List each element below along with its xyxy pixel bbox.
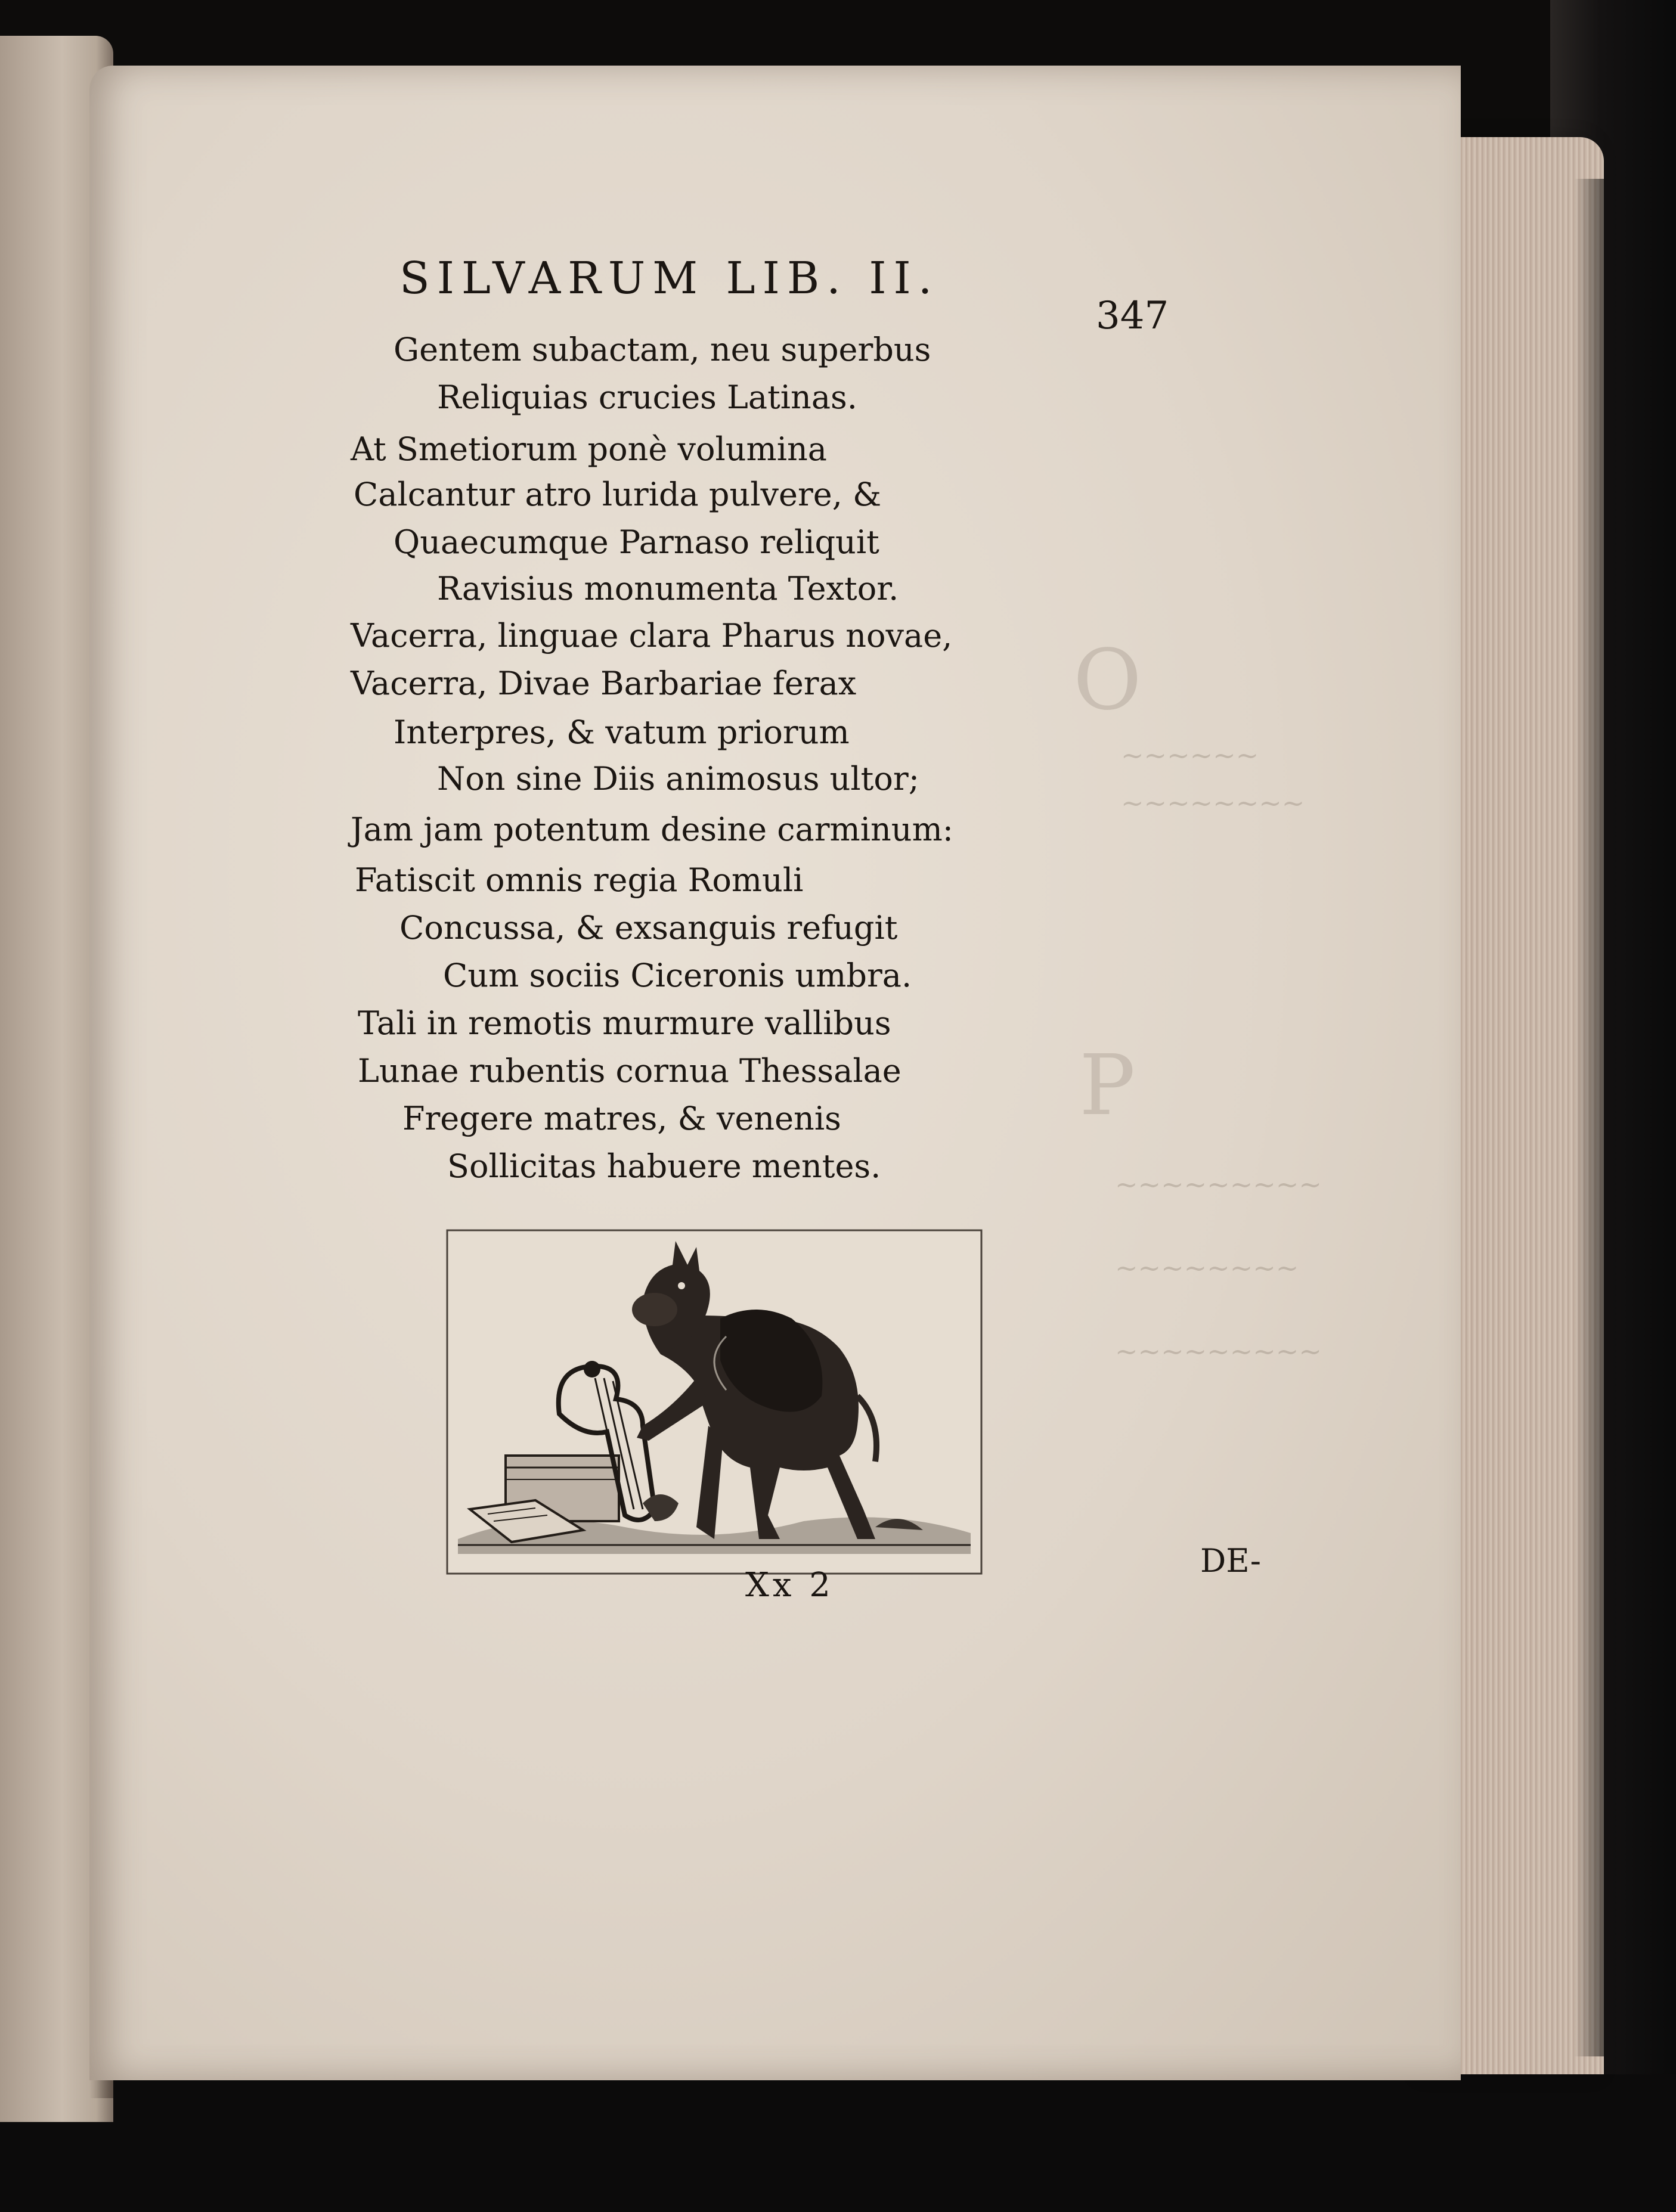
- verse-line: Cum sociis Ciceronis umbra.: [443, 957, 912, 994]
- dark-background-bottom: [0, 2074, 1676, 2212]
- verse-line: Jam jam potentum desine carminum:: [351, 811, 953, 848]
- running-head-title: SILVARUM LIB. II.: [399, 253, 940, 304]
- show-through-line: ~~~~~~~~~: [1115, 1335, 1322, 1367]
- page-block-shadow: [1574, 179, 1604, 2056]
- verse-line: Fregere matres, & venenis: [402, 1100, 841, 1137]
- catchword: DE-: [1200, 1542, 1261, 1580]
- verse-line: Interpres, & vatum priorum: [394, 713, 850, 751]
- verse-line: Tali in remotis murmure vallibus: [358, 1004, 891, 1042]
- verse-line: Vacerra, linguae clara Pharus novae,: [351, 617, 953, 654]
- show-through-line: ~~~~~~: [1121, 739, 1259, 771]
- verse-line: Quaecumque Parnaso reliquit: [394, 523, 879, 561]
- verse-line: At Smetiorum ponè volumina: [351, 430, 828, 468]
- show-through-line: ~~~~~~~~: [1115, 1252, 1299, 1284]
- verse-line: Lunae rubentis cornua Thessalae: [358, 1052, 901, 1090]
- verse-line: Vacerra, Divae Barbariae ferax: [351, 665, 857, 702]
- verse-line: Calcantur atro lurida pulvere, &: [354, 476, 882, 513]
- verse-line: Sollicitas habuere mentes.: [447, 1147, 881, 1185]
- verse-line: Reliquias crucies Latinas.: [437, 379, 857, 416]
- show-through-line: ~~~~~~~~: [1121, 787, 1305, 819]
- show-through-initial-q: O: [1073, 632, 1142, 729]
- signature-mark: Xx 2: [745, 1566, 834, 1605]
- donkey-trampling-lyre-engraving-icon: [446, 1229, 983, 1575]
- verse-line: Non sine Diis animosus ultor;: [437, 760, 919, 798]
- show-through-line: ~~~~~~~~~: [1115, 1168, 1322, 1200]
- verse-line: Gentem subactam, neu superbus: [394, 331, 931, 368]
- show-through-initial-p: P: [1079, 1037, 1136, 1134]
- verse-line: Concussa, & exsanguis refugit: [399, 909, 898, 947]
- verse-line: Ravisius monumenta Textor.: [437, 570, 899, 607]
- verse-line: Fatiscit omnis regia Romuli: [355, 861, 804, 899]
- page-number: 347: [1096, 294, 1169, 338]
